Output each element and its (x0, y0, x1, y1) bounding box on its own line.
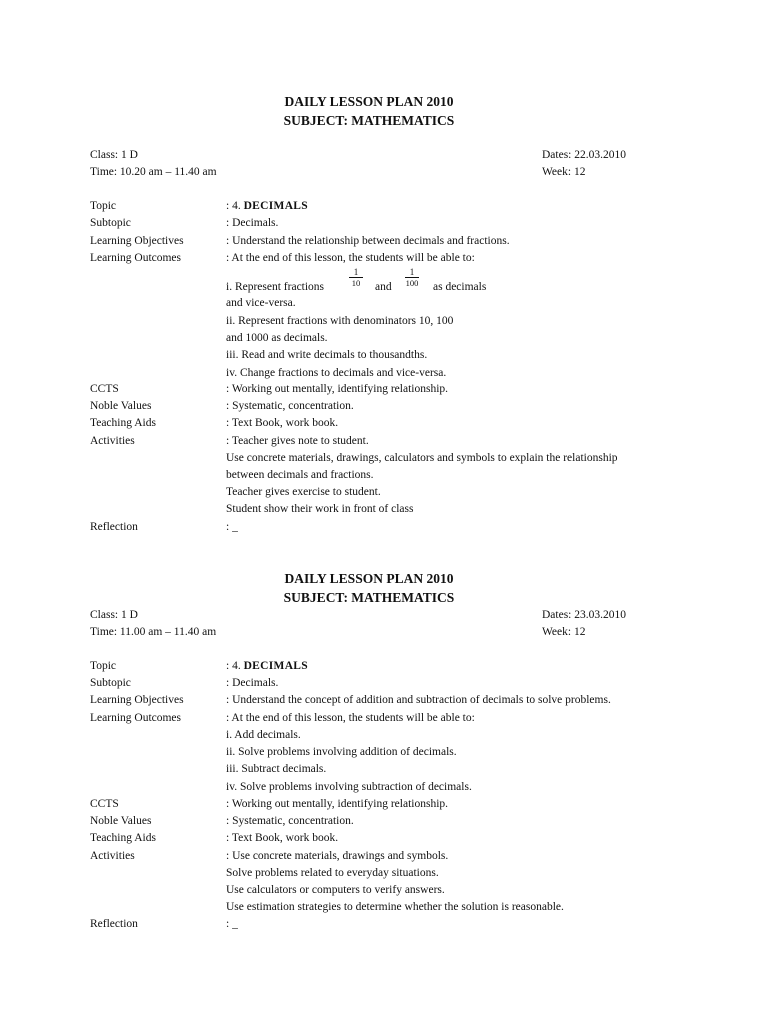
teaching-aids-value: : Text Book, work book. (226, 417, 339, 429)
reflection-value: : _ (226, 521, 238, 533)
outcomes-value: : At the end of this lesson, the students will be able to: (226, 252, 475, 264)
plan-subject: SUBJECT: MATHEMATICS (283, 590, 455, 605)
topic-value (226, 659, 308, 673)
time-label: Time: 10.20 am – 11.40 am (90, 166, 217, 178)
noble-values-value: : Systematic, concentration. (226, 815, 354, 827)
topic-name: DECIMALS (243, 200, 308, 212)
ccts-label: CCTS (90, 383, 119, 395)
week-label: Week: 12 (542, 626, 586, 638)
dates-label: Dates: 22.03.2010 (542, 149, 627, 161)
activity-line: : Teacher gives note to student. (226, 435, 369, 447)
topic-prefix: : 4. (226, 660, 244, 672)
outcome-iv: iv. Solve problems involving subtraction of decimals. (226, 781, 472, 793)
activity-line: Teacher gives exercise to student. (226, 486, 381, 498)
fraction-denominator: 10 (351, 278, 361, 288)
topic-label: Topic (90, 200, 117, 212)
topic-prefix: : 4. (226, 200, 244, 212)
activities-label: Activities (90, 850, 135, 862)
outcome-ii: ii. Solve problems involving addition of decimals. (226, 746, 457, 758)
objectives-label: Learning Objectives (90, 694, 184, 706)
outcome-iii: iii. Subtract decimals. (226, 763, 327, 775)
noble-values-label: Noble Values (90, 400, 152, 412)
activity-line: : Use concrete materials, drawings and symbols. (226, 850, 449, 862)
week-label: Week: 12 (542, 166, 586, 178)
outcomes-label: Learning Outcomes (90, 252, 182, 264)
outcomes-label: Learning Outcomes (90, 712, 182, 724)
outcome-i-cont: and vice-versa. (226, 297, 296, 309)
teaching-aids-label: Teaching Aids (90, 832, 156, 844)
outcome-i-and: and (375, 281, 392, 293)
outcome-i: i. Add decimals. (226, 729, 301, 741)
teaching-aids-value: : Text Book, work book. (226, 832, 339, 844)
outcome-iii: iii. Read and write decimals to thousandths. (226, 349, 428, 361)
activity-line: Solve problems related to everyday situations. (226, 867, 439, 879)
reflection-label: Reflection (90, 521, 138, 533)
teaching-aids-label: Teaching Aids (90, 417, 156, 429)
fraction-one-tenth (348, 267, 364, 288)
objectives-value: : Understand the concept of addition and subtraction of decimals to solve problems. (226, 694, 611, 706)
outcome-i-tail: as decimals (433, 281, 487, 293)
activities-label: Activities (90, 435, 135, 447)
time-label: Time: 11.00 am – 11.40 am (90, 626, 217, 638)
noble-values-value: : Systematic, concentration. (226, 400, 354, 412)
fraction-numerator: 1 (353, 267, 359, 277)
noble-values-label: Noble Values (90, 815, 152, 827)
class-label: Class: 1 D (90, 149, 138, 161)
activity-line: Use calculators or computers to verify answers. (226, 884, 445, 896)
objectives-label: Learning Objectives (90, 235, 184, 247)
ccts-label: CCTS (90, 798, 119, 810)
ccts-value: : Working out mentally, identifying relationship. (226, 798, 449, 810)
activity-line: Student show their work in front of class (226, 503, 414, 515)
activity-line: Use concrete materials, drawings, calculators and symbols to explain the relationship (226, 452, 618, 464)
outcome-iv: iv. Change fractions to decimals and vice-versa. (226, 367, 447, 379)
topic-label: Topic (90, 660, 117, 672)
ccts-value: : Working out mentally, identifying relationship. (226, 383, 449, 395)
fraction-denominator: 100 (405, 278, 419, 288)
reflection-label: Reflection (90, 918, 138, 930)
fraction-one-hundredth (404, 267, 420, 288)
subtopic-value: : Decimals. (226, 677, 279, 689)
subtopic-label: Subtopic (90, 217, 131, 229)
outcome-i: i. Represent fractions (226, 281, 325, 293)
class-label: Class: 1 D (90, 609, 138, 621)
objectives-value: : Understand the relationship between decimals and fractions. (226, 235, 510, 247)
plan-title: DAILY LESSON PLAN 2010 (284, 571, 454, 586)
outcome-ii-b: and 1000 as decimals. (226, 332, 328, 344)
plan-title: DAILY LESSON PLAN 2010 (284, 94, 454, 109)
subtopic-label: Subtopic (90, 677, 131, 689)
outcomes-value: : At the end of this lesson, the students will be able to: (226, 712, 475, 724)
topic-value (226, 199, 308, 213)
dates-label: Dates: 23.03.2010 (542, 609, 627, 621)
fraction-numerator: 1 (409, 267, 415, 277)
topic-name: DECIMALS (243, 660, 308, 672)
activity-line: Use estimation strategies to determine whether the solution is reasonable. (226, 901, 564, 913)
subtopic-value: : Decimals. (226, 217, 279, 229)
activity-line: between decimals and fractions. (226, 469, 374, 481)
reflection-value: : _ (226, 918, 238, 930)
plan-subject: SUBJECT: MATHEMATICS (283, 113, 455, 128)
outcome-ii-a: ii. Represent fractions with denominators 10, 100 (226, 315, 454, 327)
